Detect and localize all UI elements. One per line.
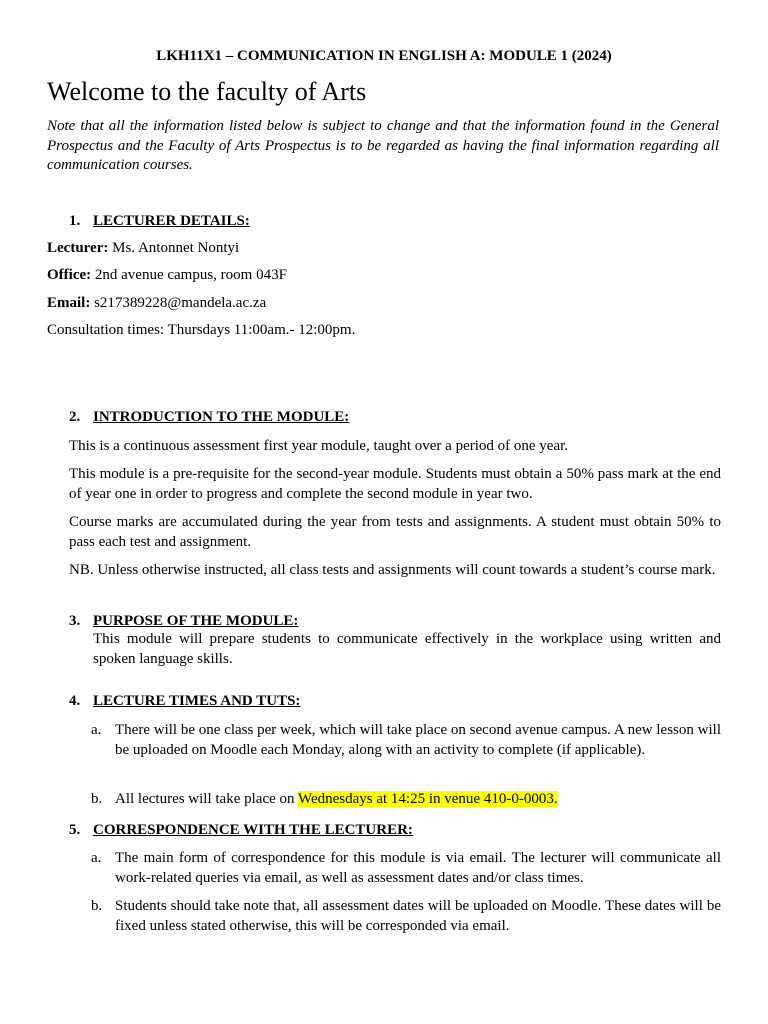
lecturer-label: Lecturer:: [47, 240, 109, 256]
correspondence-item-b: [91, 897, 721, 936]
highlighted-venue-text: Wednesdays at 14:25 in venue 410-0-0003.: [298, 791, 558, 807]
list-marker: b.: [91, 791, 103, 807]
email-label: Email:: [47, 295, 91, 311]
section-number: 1.: [69, 213, 81, 229]
section-title: INTRODUCTION TO THE MODULE:: [93, 409, 350, 425]
intro-paragraph-4: NB. Unless otherwise instructed, all class tests and assignments will count towards a student’s course mark.: [69, 562, 716, 578]
consultation-times: Consultation times: Thursdays 11:00am.- 12:00pm.: [47, 322, 356, 338]
section-number: 3.: [69, 613, 81, 629]
section-3-heading: [69, 612, 298, 631]
list-item-text: All lectures will take place on: [115, 791, 298, 807]
correspondence-item-a: [91, 849, 721, 888]
section-title: LECTURE TIMES AND TUTS:: [93, 693, 301, 709]
list-item-text: Students should take note that, all assessment dates will be uploaded on Moodle. These dates will be fixed unless stated otherwise, this will be corresponded via email.: [115, 898, 721, 934]
section-4-heading: [69, 692, 300, 711]
list-marker: b.: [91, 898, 103, 914]
course-title: LKH11X1 – COMMUNICATION IN ENGLISH A: MODULE 1 (2024): [156, 48, 612, 64]
intro-paragraph-1: This is a continuous assessment first year module, taught over a period of one year.: [69, 438, 569, 454]
email-value: s217389228@mandela.ac.za: [90, 295, 267, 311]
section-number: 2.: [69, 409, 81, 425]
disclaimer-note: Note that all the information listed below is subject to change and that the information found in the General Prospectus and the Faculty of Arts Prospectus is to be regarded as having the final information regarding all communication courses.: [47, 118, 719, 173]
list-marker: a.: [91, 722, 102, 738]
section-2-heading: [69, 408, 349, 427]
section-number: 4.: [69, 693, 81, 709]
section-1-heading: [69, 212, 250, 231]
office-label: Office:: [47, 267, 92, 283]
office-value: 2nd avenue campus, room 043F: [91, 267, 287, 283]
intro-paragraph-3: Course marks are accumulated during the year from tests and assignments. A student must obtain 50% to pass each test and assignment.: [69, 514, 721, 550]
purpose-paragraph: This module will prepare students to communicate effectively in the workplace using written and spoken language skills.: [93, 631, 721, 667]
intro-paragraph-2: This module is a pre-requisite for the second-year module. Students must obtain a 50% pass mark at the end of year one in order to progress and complete the second module in year two.: [69, 466, 721, 502]
lecturer-value: Ms. Antonnet Nontyi: [108, 240, 240, 256]
section-title: LECTURER DETAILS:: [93, 213, 250, 229]
office-line: [47, 266, 287, 285]
section-title: CORRESPONDENCE WITH THE LECTURER:: [93, 822, 413, 838]
welcome-heading: Welcome to the faculty of Arts: [47, 77, 367, 106]
section-number: 5.: [69, 822, 81, 838]
list-marker: a.: [91, 850, 102, 866]
lecture-times-item-a: [91, 721, 721, 760]
section-title: PURPOSE OF THE MODULE:: [93, 613, 299, 629]
lecturer-line: [47, 239, 239, 258]
list-item-text: There will be one class per week, which will take place on second avenue campus. A new lesson will be uploaded on Moodle each Monday, along with an activity to complete (if applicable).: [115, 722, 721, 758]
lecture-times-item-b: [91, 790, 721, 810]
list-item-text: The main form of correspondence for this module is via email. The lecturer will communicate all work-related queries via email, as well as assessment dates and/or class times.: [115, 850, 721, 886]
section-5-heading: [69, 821, 413, 840]
email-line: [47, 294, 266, 313]
